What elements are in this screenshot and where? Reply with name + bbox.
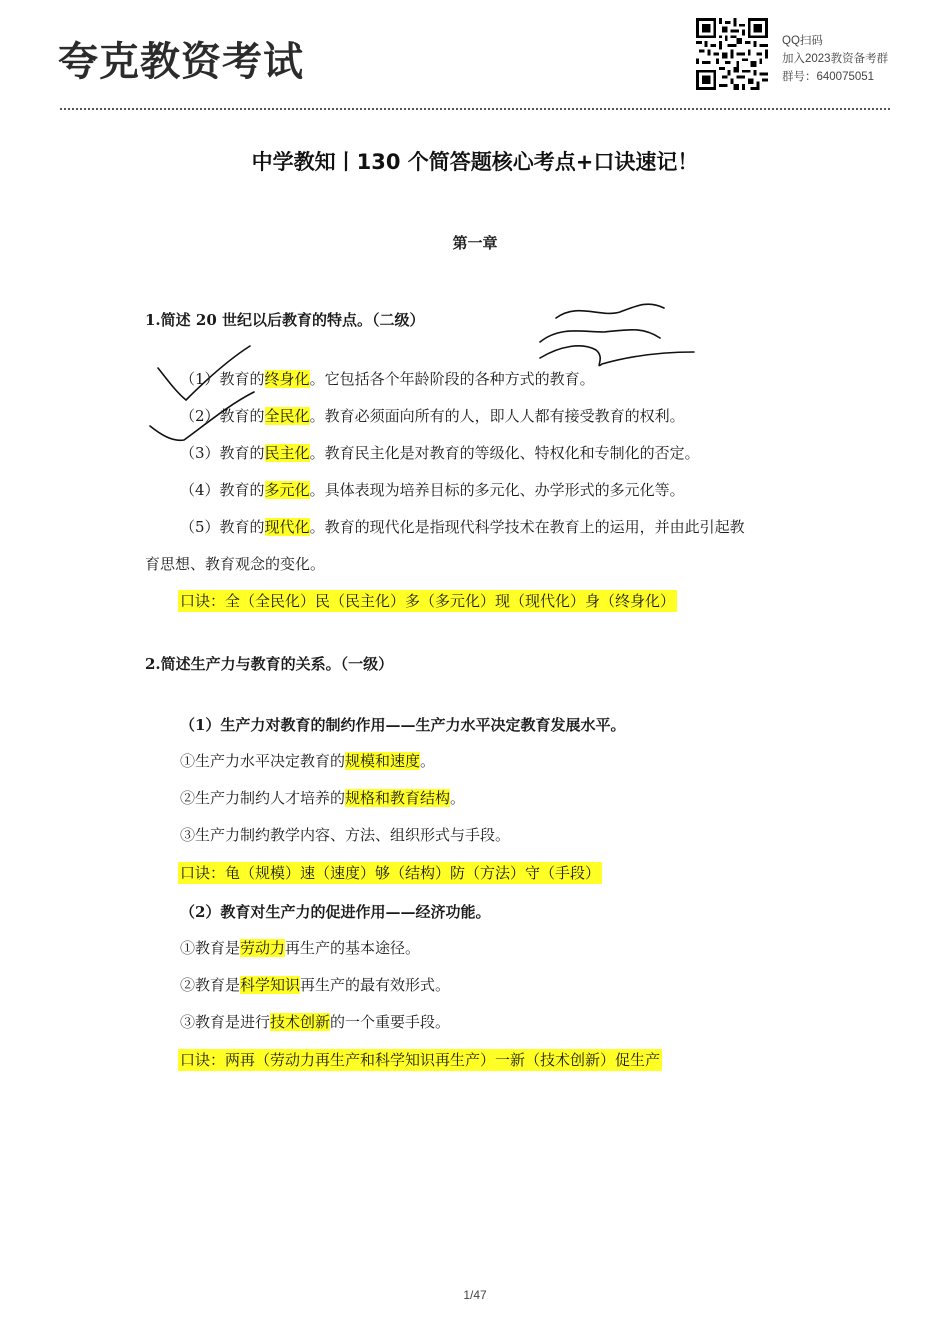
question-2-heading: 2.简述生产力与教育的关系。（一级） — [145, 655, 394, 673]
mnemonic: 口诀：全（全民化）民（民主化）多（多元化）现（现代化）身（终身化） — [180, 592, 676, 610]
header-divider — [60, 108, 890, 110]
item-text: 再生产的最有效形式。 — [300, 976, 451, 994]
subheading: （1）生产力对教育的制约作用——生产力水平决定教育发展水平。 — [180, 716, 626, 734]
qr-caption — [782, 32, 888, 86]
list-item — [180, 368, 595, 390]
item-text: ②教育是 — [180, 976, 241, 994]
item-text: 再生产的基本途径。 — [285, 939, 421, 957]
list-item — [180, 1011, 450, 1033]
item-text: ③教育是进行 — [180, 1013, 271, 1031]
item-text: （1）教育的 — [180, 370, 265, 388]
page-number: 1/47 — [463, 1288, 487, 1302]
highlight: 劳动力 — [240, 939, 286, 957]
item-text: （3）教育的 — [180, 444, 265, 462]
highlight: 多元化 — [264, 481, 310, 499]
item-text: 的一个重要手段。 — [330, 1013, 451, 1031]
list-item — [180, 516, 745, 538]
item-text: （2）教育的 — [180, 407, 265, 425]
scribble-icon — [556, 304, 664, 318]
scribble-icon — [540, 330, 660, 342]
highlight: 技术创新 — [270, 1013, 331, 1031]
list-item — [180, 442, 700, 464]
page-title: 中学教知丨130 个简答题核心考点+口诀速记！ — [251, 150, 699, 174]
question-1-heading: 1.简述 20 世纪以后教育的特点。（二级） — [145, 311, 425, 329]
list-item-continuation: 育思想、教育观念的变化。 — [145, 555, 326, 573]
item-text: 。它包括各个年龄阶段的各种方式的教育。 — [309, 370, 595, 388]
mnemonic: 口诀：两再（劳动力再生产和科学知识再生产）一新（技术创新）促生产 — [180, 1051, 661, 1069]
item-text: 。教育必须面向所有的人，即人人都有接受教育的权利。 — [309, 407, 685, 425]
item-text: 。 — [450, 789, 466, 807]
qr-caption-line: 加入2023教资备考群 — [782, 53, 889, 65]
mnemonic: 口诀：龟（规模）速（速度）够（结构）防（方法）守（手段） — [180, 864, 601, 882]
qr-code-icon — [696, 18, 768, 90]
highlight: 规格和教育结构 — [345, 789, 451, 807]
item-text: 。具体表现为培养目标的多元化、办学形式的多元化等。 — [309, 481, 685, 499]
list-item — [180, 750, 435, 772]
list-item — [180, 787, 465, 809]
highlight: 科学知识 — [240, 976, 301, 994]
subheading: （2）教育对生产力的促进作用——经济功能。 — [180, 903, 491, 921]
chapter-heading: 第一章 — [452, 234, 498, 252]
item-text: ①教育是 — [180, 939, 241, 957]
item-text: （5）教育的 — [180, 518, 265, 536]
qr-caption-line: QQ扫码 — [782, 35, 823, 47]
highlight: 民主化 — [264, 444, 310, 462]
item-text: （4）教育的 — [180, 481, 265, 499]
item-text: 。教育民主化是对教育的等级化、特权化和专制化的否定。 — [309, 444, 700, 462]
scribble-icon — [540, 346, 694, 366]
item-text: ③生产力制约教学内容、方法、组织形式与手段。 — [180, 826, 511, 844]
list-item — [180, 937, 420, 959]
list-item — [180, 479, 685, 501]
highlight: 现代化 — [264, 518, 310, 536]
highlight: 终身化 — [264, 370, 310, 388]
item-text: ②生产力制约人才培养的 — [180, 789, 346, 807]
highlight: 规模和速度 — [345, 752, 421, 770]
brand-logo: 夸克教资考试 — [58, 39, 304, 85]
qr-caption-line: 群号：640075051 — [782, 71, 875, 83]
item-text: 。教育的现代化是指现代科学技术在教育上的运用，并由此引起教 — [309, 518, 745, 536]
highlight: 全民化 — [264, 407, 310, 425]
list-item — [180, 974, 450, 996]
list-item — [180, 824, 510, 846]
item-text: 。 — [420, 752, 436, 770]
list-item — [180, 405, 685, 427]
item-text: ①生产力水平决定教育的 — [180, 752, 346, 770]
